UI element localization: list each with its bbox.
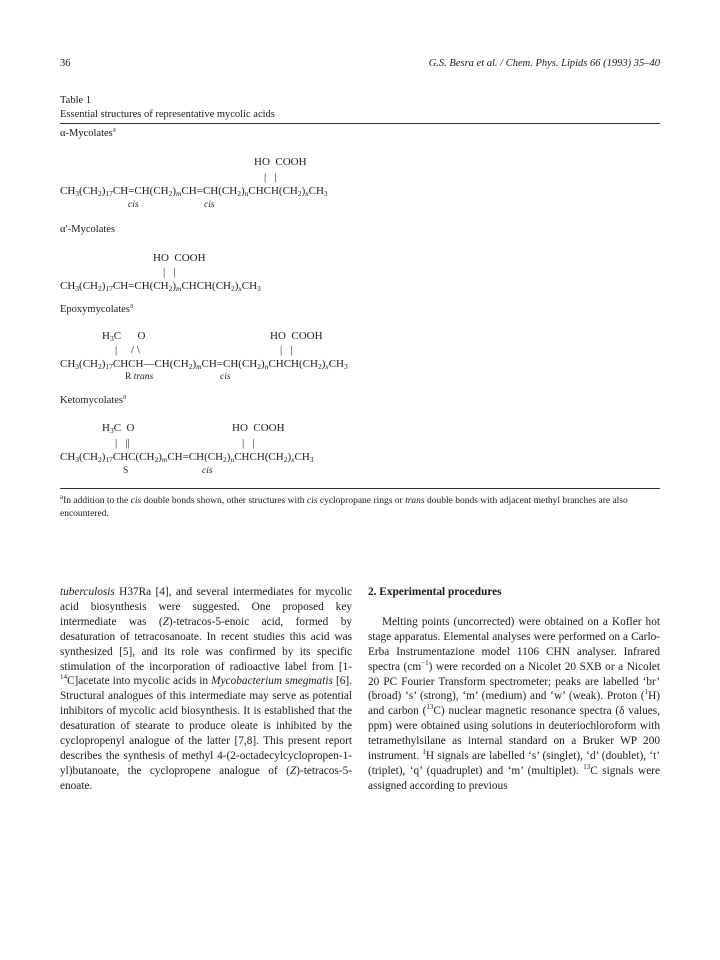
alpha-prime-bond-marks: | | [163, 266, 176, 278]
alpha-prime-formula: $CH_3(CH_2)_{17}CH=CH(CH_2)_mCHCH(CH_2)_xCH_3$ [60, 280, 261, 293]
epoxy-formula: $CH_3(CH_2)_{17}CHCH—CH(CH_2)_mCH=CH(CH_2)_nCHCH(CH_2)_xCH_3$ [60, 358, 348, 371]
table-footnote: $^a$In addition to the cis double bonds shown, other structures with cis cyclopropane rings or trans double bonds with adjacent methyl branches are also encountered. [60, 492, 628, 519]
body-right-column [368, 585, 660, 794]
table-heading [60, 94, 275, 122]
epoxy-h3c-o-label: $H_3C$ O [102, 330, 146, 343]
table-label: Table 1 [60, 95, 92, 106]
alpha-bond-marks: | | [264, 171, 277, 183]
alpha-stereo-1: cis [128, 200, 139, 210]
keto-bond-marks: | | [242, 437, 255, 449]
class-label-alpha-mycolates: α-Mycolates$^a$ [60, 125, 116, 139]
keto-stereo-1: S [123, 466, 129, 476]
alpha-prime-hocooh-label: HO COOH [153, 252, 206, 264]
keto-hocooh-label: HO COOH [232, 422, 285, 434]
table-top-rule [60, 123, 660, 124]
epoxy-stereo-2: cis [220, 372, 231, 382]
class-label-epoxymycolates: Epoxymycolates$^a$ [60, 301, 134, 315]
epoxy-hocooh-label: HO COOH [270, 330, 323, 342]
keto-formula: $CH_3(CH_2)_{17}CHC(CH_2)_mCH=CH(CH_2)_nCHCH(CH_2)_xCH_3$ [60, 451, 314, 464]
class-label-ketomycolates: Ketomycolates$^a$ [60, 392, 127, 406]
alpha-formula: $CH_3(CH_2)_{17}CH=CH(CH_2)_mCH=CH(CH_2)_nCHCH(CH_2)_xCH_3$ [60, 185, 328, 198]
alpha-stereo-2: cis [204, 200, 215, 210]
page-number: 36 [60, 58, 71, 69]
table-bottom-rule [60, 488, 660, 489]
experimental-paragraph: Melting points (uncorrected) were obtained on a Kofler hot stage apparatus. Elemental analyses were performed on a Carlo-Erba Instrumentazione model 1106 CHN analyser. Infrared spectra $(cm^{-1})$ were recorded on a Nicolet 20 SXB or a Nicolet 20 PC Fourier Transform spectrometer; peaks are labelled ‘br’ (broad) ‘s’ (strong), ‘m’ (medium) and ‘w’ (weak). Proton ($^1$H) and carbon ($^{13}$C) nuclear magnetic resonance spectra (δ values, ppm) were obtained using solutions in deuteriochloroform with tetramethylsilane as internal standard on a Bruker WP 200 instrument. $^1$H signals are labelled ‘s’ (singlet), ‘d’ (doublet), ‘t’ (triplet), ‘q’ (quadruplet) and ‘m’ (multiplet). $^{13}$C signals were assigned according to previous [368, 615, 660, 792]
body-left-column: tuberculosis H37Ra [4], and several intermediates for mycolic acid biosynthesis were suggested. One proposed key intermediate was (Z)-tetracos-5-enoic acid, formed by desaturation of tetracosanoate. In recent studies this acid was synthesized [5], and its role was confirmed by its specific stimulation of the incorporation of radioactive label from [1-$^{14}$C]acetate into mycolic acids in Mycobacterium smegmatis [6]. Structural analogues of this intermediate may serve as potential inhibitors of mycolic acid biosynthesis. It is established that the desaturation of stearate to produce oleate is inhibited by the cyclopropenyl analogue of the latter [7,8]. This present report describes the synthesis of methyl 4-(2-octadecylcyclopropen-1-yl)butanoate, the cyclopropene analogue of (Z)-tetracos-5-enoate. [60, 586, 353, 792]
keto-h3c-o-label: $H_3C$ O [102, 422, 135, 435]
alpha-hocooh-label: HO COOH [254, 156, 307, 168]
keto-stereo-2: cis [202, 466, 213, 476]
epoxy-stereo-1: R trans [125, 372, 154, 382]
table-caption: Essential structures of representative mycolic acids [60, 109, 275, 120]
running-head: G.S. Besra et al. / Chem. Phys. Lipids 66 (1993) 35–40 [428, 58, 660, 69]
section-heading: 2. Experimental procedures [368, 586, 502, 598]
epoxy-left-bond-marks: | / \ [115, 344, 140, 356]
keto-left-bond-marks: | || [115, 437, 130, 449]
class-label-alpha-prime-mycolates: α′-Mycolates [60, 224, 116, 235]
epoxy-bond-marks: | | [280, 344, 293, 356]
